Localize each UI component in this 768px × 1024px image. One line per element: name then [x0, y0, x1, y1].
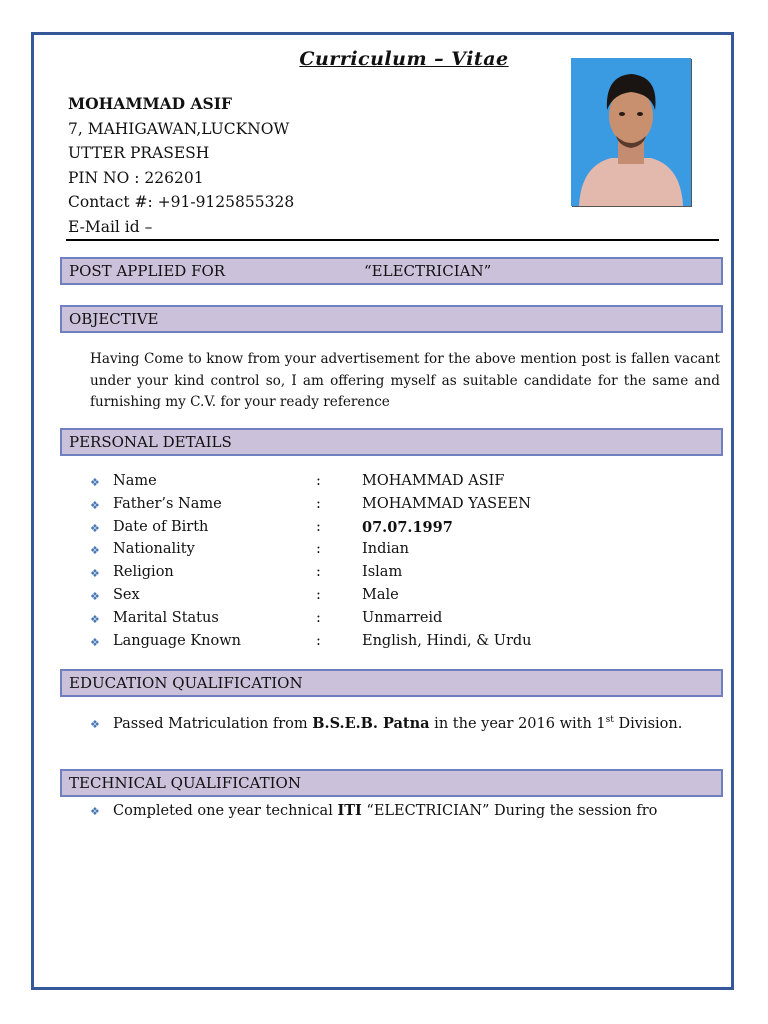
- page-title: Curriculum – Vitae: [299, 48, 509, 70]
- personal-detail-row: [90, 587, 690, 610]
- detail-value: Male: [362, 586, 399, 603]
- diamond-bullet-icon: ❖: [90, 476, 100, 489]
- detail-value: Unmarreid: [362, 609, 443, 626]
- address-line-2: UTTER PRASESH: [68, 144, 210, 162]
- diamond-bullet-icon: ❖: [90, 612, 100, 626]
- detail-value: 07.07.1997: [362, 518, 453, 536]
- detail-label: Name: [113, 473, 157, 489]
- detail-colon: :: [316, 564, 321, 581]
- detail-value: MOHAMMAD ASIF: [362, 473, 505, 489]
- diamond-bullet-icon: ❖: [90, 567, 100, 581]
- technical-heading: TECHNICAL QUALIFICATION: [60, 769, 723, 797]
- detail-value: Islam: [362, 564, 403, 581]
- detail-colon: :: [316, 609, 321, 626]
- detail-label: Father’s Name: [113, 495, 222, 512]
- detail-label: Language Known: [113, 632, 242, 649]
- personal-detail-row: [90, 564, 690, 587]
- detail-colon: :: [316, 495, 321, 512]
- address-line-1: 7, MAHIGAWAN,LUCKNOW: [68, 119, 290, 138]
- personal-detail-row: [90, 610, 690, 633]
- profile-photo: [571, 58, 691, 206]
- diamond-bullet-icon: ❖: [90, 589, 100, 603]
- detail-value: MOHAMMAD YASEEN: [362, 495, 531, 512]
- contact-header: [68, 92, 294, 239]
- contact-number: Contact #: +91-9125855328: [68, 193, 295, 211]
- detail-label: Marital Status: [113, 609, 219, 626]
- post-applied-section: [60, 257, 723, 285]
- detail-colon: :: [316, 586, 321, 603]
- education-heading: EDUCATION QUALIFICATION: [60, 669, 723, 697]
- objective-text: Having Come to know from your advertisement for the above mention post is fallen vacant under your kind control so, I am offering myself as suitable candidate for the same and furnishing my C.V. for your ready reference: [90, 351, 720, 410]
- diamond-bullet-icon: ❖: [90, 544, 100, 558]
- detail-label: Sex: [113, 586, 140, 603]
- detail-colon: :: [316, 473, 321, 489]
- diamond-bullet-icon: ❖: [90, 718, 100, 731]
- detail-value: Indian: [362, 541, 409, 558]
- header-divider: [66, 239, 719, 241]
- personal-details-heading: PERSONAL DETAILS: [60, 428, 723, 456]
- detail-label: Nationality: [113, 541, 195, 558]
- detail-colon: :: [316, 518, 321, 535]
- diamond-bullet-icon: ❖: [90, 498, 100, 512]
- personal-detail-row: [90, 473, 690, 496]
- detail-label: Religion: [113, 564, 174, 581]
- personal-detail-row: [90, 519, 690, 542]
- technical-text: Completed one year technical ITI “ELECTRICIAN” During the session fro: [113, 802, 658, 819]
- board-name: B.S.E.B. Patna: [312, 715, 430, 732]
- personal-details-list: [90, 473, 690, 655]
- diamond-bullet-icon: ❖: [90, 635, 100, 649]
- diamond-bullet-icon: ❖: [90, 521, 100, 535]
- email: E-Mail id –: [68, 217, 153, 236]
- diamond-bullet-icon: ❖: [90, 805, 100, 818]
- candidate-name: MOHAMMAD ASIF: [68, 94, 232, 113]
- detail-colon: :: [316, 541, 321, 558]
- detail-value: English, Hindi, & Urdu: [362, 632, 532, 649]
- detail-label: Date of Birth: [113, 518, 209, 535]
- post-applied-label: POST APPLIED FOR: [69, 262, 226, 280]
- personal-detail-row: [90, 633, 690, 656]
- iti-label: ITI: [337, 802, 362, 819]
- personal-detail-row: [90, 541, 690, 564]
- education-text: Passed Matriculation from B.S.E.B. Patna in the year 2016 with 1st Division.: [113, 715, 683, 732]
- objective-heading: OBJECTIVE: [60, 305, 723, 333]
- pin-code: PIN NO : 226201: [68, 168, 204, 187]
- post-applied-value: “ELECTRICIAN”: [364, 262, 492, 280]
- detail-colon: :: [316, 632, 321, 649]
- personal-detail-row: [90, 496, 690, 519]
